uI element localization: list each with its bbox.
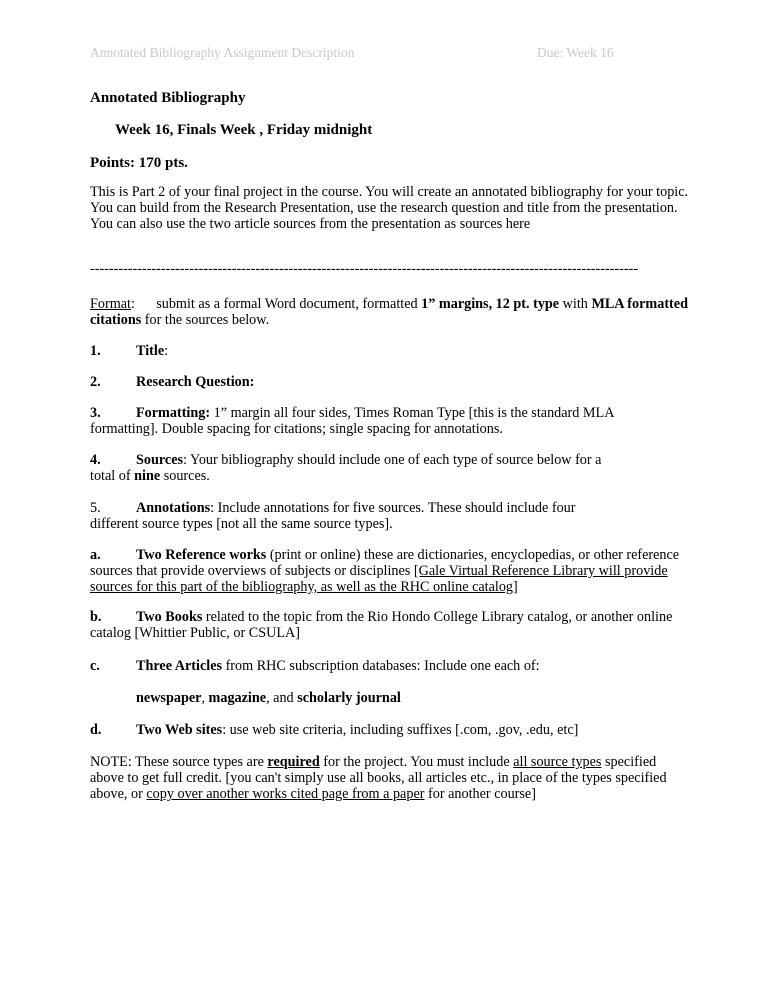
format-bold-mla: MLA formatted citations: [90, 296, 688, 328]
type-newspaper: newspaper: [136, 690, 202, 706]
item-3-label: Formatting:: [136, 405, 211, 421]
letter-d-label: Two Web sites: [136, 722, 223, 738]
letter-c: c. Three Articles from RHC subscription databases: Include one each of:: [90, 658, 540, 674]
document-title: Annotated Bibliography: [90, 90, 246, 106]
letter-d: d. Two Web sites: use web site criteria, including suffixes [.com, .gov, .edu, etc]: [90, 722, 579, 738]
letter-b-label: Two Books: [136, 609, 203, 625]
header-right: Due: Week 16: [537, 45, 614, 60]
item-4: 4. Sources: Your bibliography should include one of each type of source below for a total of nine sources.: [90, 452, 602, 484]
header-left: Annotated Bibliography Assignment Description: [90, 45, 355, 60]
note-copy-over: copy over another works cited page from a paper: [146, 786, 425, 802]
gale-link-text: [Gale Virtual Reference Library will provide sources for this part of the bibliography, as well as the RHC online catalog]: [90, 563, 668, 595]
letter-c-label: Three Articles: [136, 658, 223, 674]
letter-c-types: newspaper, magazine, and scholarly journal: [136, 690, 401, 706]
letter-a-label: Two Reference works: [136, 547, 267, 563]
format-label: Format: [90, 296, 131, 312]
letter-b: b. Two Books related to the topic from the Rio Hondo College Library catalog, or another online catalog [Whittier Public, or CSULA]: [90, 609, 673, 641]
note-required: required: [267, 754, 320, 770]
item-5-label: Annotations: [136, 500, 211, 516]
note-all-source-types: all source types: [513, 754, 602, 770]
type-magazine: magazine: [208, 690, 267, 706]
format-bold-margins: 1” margins, 12 pt. type: [421, 296, 560, 312]
note-paragraph: NOTE: These source types are required for the project. You must include all source types specified above to get full credit. [you can't simply use all books, all articles etc., in place of the types specified above, or copy over another works cited page from a paper for another course]: [90, 754, 667, 802]
format-paragraph: Format: submit as a formal Word document, formatted 1” margins, 12 pt. type with MLA formatted citations for the sources below.: [90, 296, 688, 328]
item-5: 5. Annotations: Include annotations for five sources. These should include four different source types [not all the same source types].: [90, 500, 576, 532]
due-date: Week 16, Finals Week , Friday midnight: [115, 122, 373, 138]
intro-paragraph: This is Part 2 of your final project in the course. You will create an annotated bibliography for your topic. You can build from the Research Presentation, use the research question and title from the presentation. You can also use the two article sources from the presentation as sources here: [90, 184, 689, 232]
divider-line: --------------------------------------------------------------------------------------------------------------------: [90, 261, 639, 277]
item-1: 1. Title:: [90, 343, 169, 359]
item-4-label: Sources: [136, 452, 184, 468]
item-4-bold-nine: nine: [134, 468, 161, 484]
item-1-label: Title: [136, 343, 165, 359]
points: Points: 170 pts.: [90, 155, 188, 171]
item-2-label: Research Question:: [136, 374, 255, 390]
item-2: 2. Research Question:: [90, 374, 255, 390]
type-scholarly-journal: scholarly journal: [297, 690, 401, 706]
letter-a: a. Two Reference works (print or online) these are dictionaries, encyclopedias, or other reference sources that provide overviews of subjects or disciplines [Gale Virtual Reference Library will provide sources for this part of the bibliography, as well as the RHC online catalog]: [90, 547, 680, 595]
item-3: 3. Formatting: 1” margin all four sides, Times Roman Type [this is the standard MLA formatting]. Double spacing for citations; single spacing for annotations.: [90, 405, 614, 437]
